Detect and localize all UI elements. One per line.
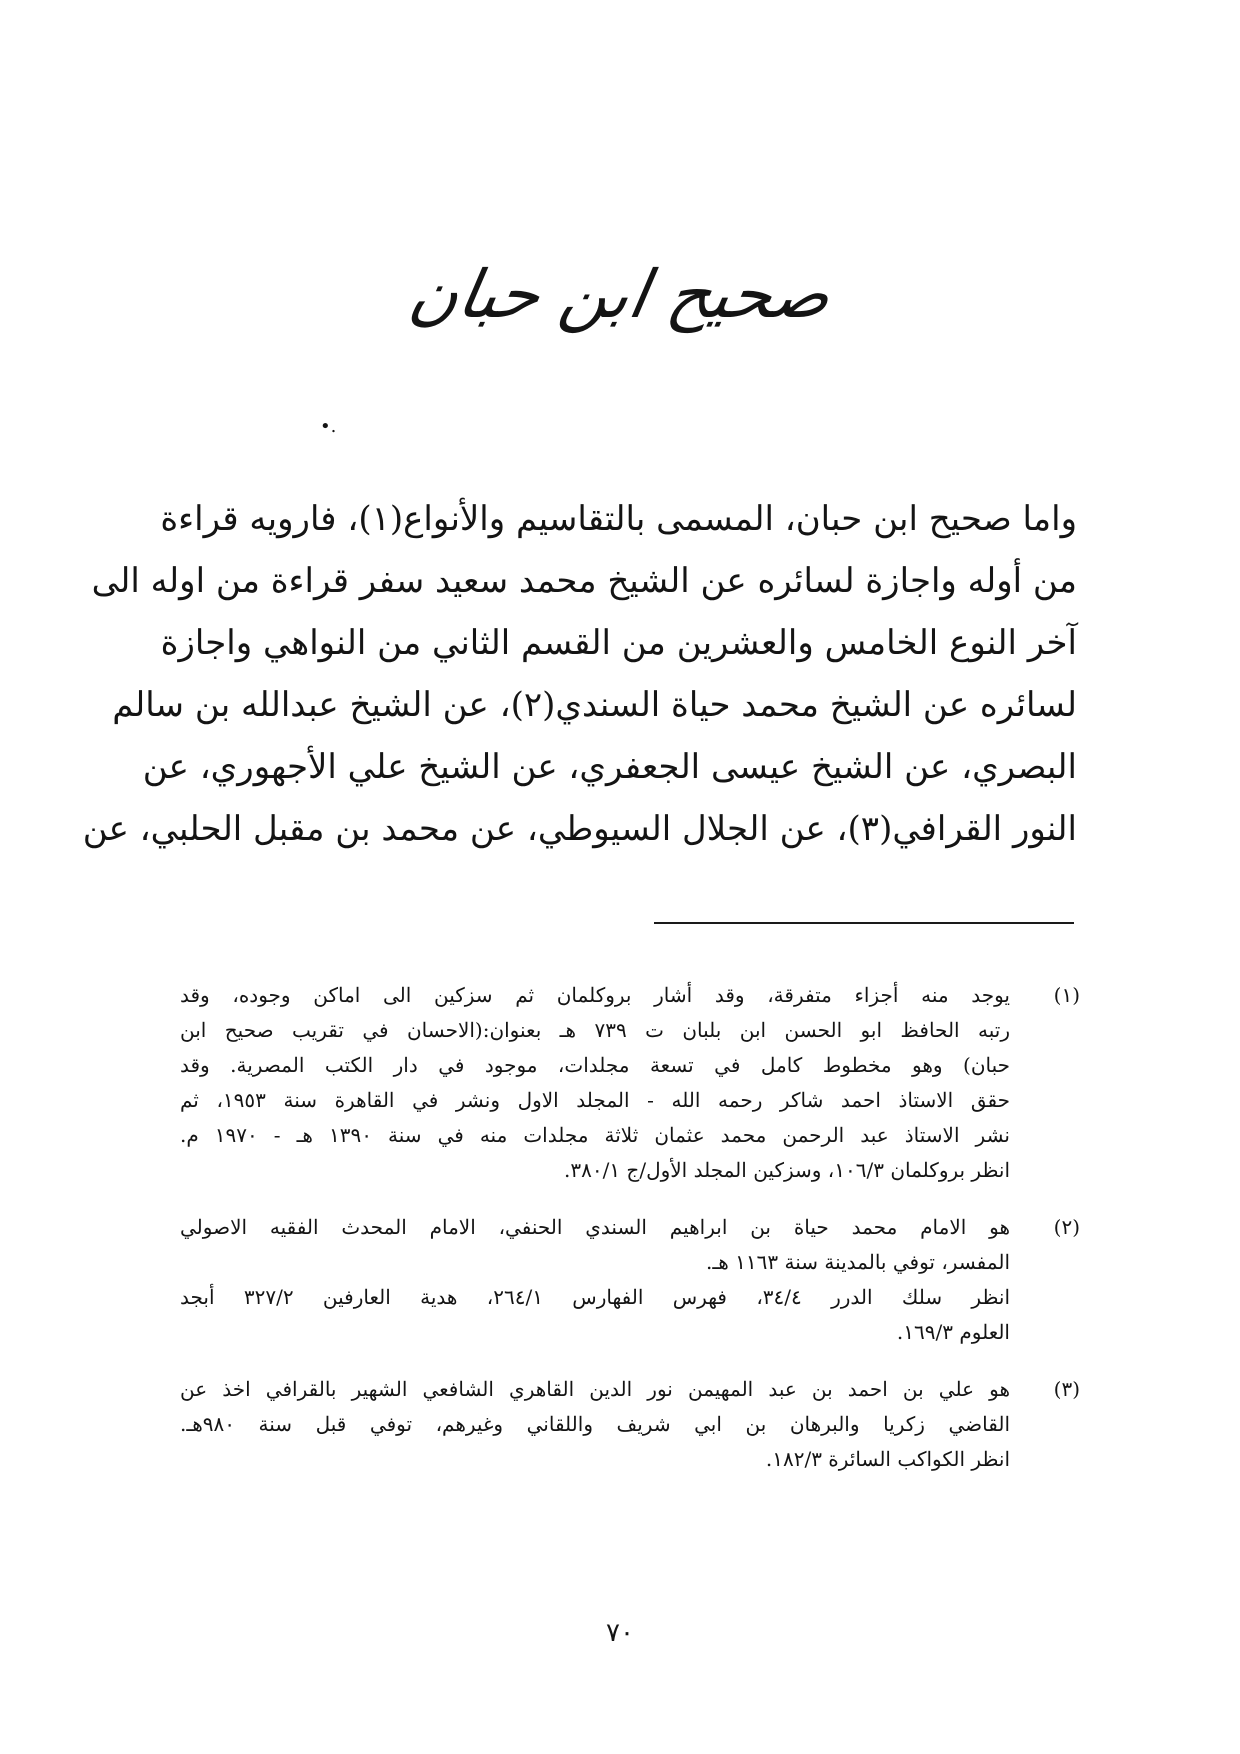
footnote-line: نشر الاستاذ عبد الرحمن محمد عثمان ثلاثة مجلدات منه في سنة ١٣٩٠ هـ - ١٩٧٠ م. xyxy=(180,1123,1010,1147)
main-line: واما صحيح ابن حبان، المسمى بالتقاسيم والأنواع(١)، فارويه قراءة xyxy=(160,499,1077,539)
footnote-line: القاضي زكريا والبرهان بن ابي شريف واللقاني وغيرهم، توفي قبل سنة ٩٨٠هـ. xyxy=(180,1412,1010,1436)
footnote-1 xyxy=(180,978,1080,1188)
footnote-line: انظر سلك الدرر ٣٤/٤، فهرس الفهارس ٢٦٤/١، هدية العارفين ٣٢٧/٢ أبجد xyxy=(180,1285,1010,1309)
page-title: صحيح ابن حبان xyxy=(403,256,837,333)
footnote-divider xyxy=(654,922,1074,924)
footnote-line: رتبه الحافظ ابو الحسن ابن بلبان ت ٧٣٩ هـ بعنوان:(الاحسان في تقريب صحيح ابن xyxy=(180,1018,1010,1042)
main-line: البصري، عن الشيخ عيسى الجعفري، عن الشيخ علي الأجهوري، عن xyxy=(142,747,1077,787)
footnote-body xyxy=(180,1210,1010,1350)
footnote-line: العلوم ١٦٩/٣. xyxy=(896,1320,1010,1344)
footnote-number: (٣) xyxy=(1053,1377,1080,1401)
main-line: النور القرافي(٣)، عن الجلال السيوطي، عن محمد بن مقبل الحلبي، عن xyxy=(82,809,1077,849)
footnote-number: (١) xyxy=(1053,983,1080,1007)
footnote-line: يوجد منه أجزاء متفرقة، وقد أشار بروكلمان ثم سزكين الى اماكن وجوده، وقد xyxy=(180,983,1010,1007)
main-line: من أوله واجازة لسائره عن الشيخ محمد سعيد سفر قراءة من اوله الى xyxy=(91,561,1077,601)
footnote-body xyxy=(180,978,1010,1188)
footnote-line: المفسر، توفي بالمدينة سنة ١١٦٣ هـ. xyxy=(706,1250,1010,1274)
footnote-body xyxy=(180,1372,1010,1477)
main-paragraph xyxy=(82,488,1077,860)
footnotes-section xyxy=(180,978,1080,1499)
footnote-line: حقق الاستاذ احمد شاكر رحمه الله - المجلد الاول ونشر في القاهرة سنة ١٩٥٣، ثم xyxy=(180,1088,1010,1112)
main-line: لسائره عن الشيخ محمد حياة السندي(٢)، عن الشيخ عبدالله بن سالم xyxy=(112,685,1077,725)
footnote-3 xyxy=(180,1372,1080,1477)
page-number: ٧٠ xyxy=(606,1618,634,1648)
footnote-line: انظر بروكلمان ١٠٦/٣، وسزكين المجلد الأول/ج ٣٨٠/١. xyxy=(564,1158,1010,1182)
footnote-line: انظر الكواكب السائرة ١٨٢/٣. xyxy=(765,1447,1010,1471)
footnote-line: هو الامام محمد حياة بن ابراهيم السندي الحنفي، الامام المحدث الفقيه الاصولي xyxy=(180,1215,1010,1239)
footnote-2 xyxy=(180,1210,1080,1350)
main-line: آخر النوع الخامس والعشرين من القسم الثاني من النواهي واجازة xyxy=(160,623,1077,663)
footnote-line: هو علي بن احمد بن عبد المهيمن نور الدين القاهري الشافعي الشهير بالقرافي اخذ عن xyxy=(180,1377,1010,1401)
footnote-line: حبان) وهو مخطوط كامل في تسعة مجلدات، موجود في دار الكتب المصرية. وقد xyxy=(180,1053,1010,1077)
ornament-mark: •. xyxy=(320,416,337,437)
footnote-number: (٢) xyxy=(1053,1215,1080,1239)
